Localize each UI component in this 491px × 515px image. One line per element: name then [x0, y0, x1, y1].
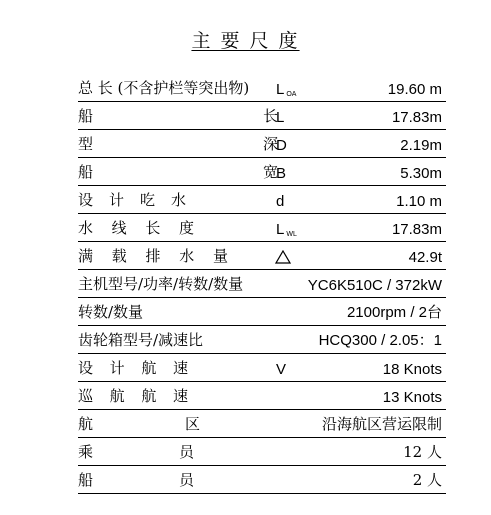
- spec-label-char: 员: [178, 471, 194, 489]
- spec-row-ship-length: [78, 105, 446, 130]
- spec-label-char: 区: [184, 415, 200, 433]
- spec-label-char: 航: [78, 415, 94, 433]
- spec-label-char: 长: [262, 107, 278, 125]
- spec-row-waterline-length: [78, 217, 446, 242]
- spec-label: 齿轮箱型号/减速比: [78, 331, 204, 349]
- spec-label: 转数/数量: [78, 303, 144, 321]
- spec-label-char: 船: [78, 471, 94, 489]
- spec-label-char: 宽: [262, 163, 278, 181]
- spec-value: YC6K510C / 372kW: [307, 277, 442, 294]
- page-title: [0, 26, 491, 53]
- spec-label: [78, 441, 194, 462]
- spec-label-char: 计: [109, 359, 125, 377]
- spec-row-navigation-area: [78, 413, 446, 438]
- spec-label-char: 水: [179, 247, 195, 265]
- spec-label-char: 水: [78, 219, 94, 237]
- spec-label-char: 水: [170, 191, 186, 209]
- spec-symbol: d: [276, 193, 285, 210]
- spec-row-cruise-speed: [78, 385, 446, 410]
- spec-symbol: B: [276, 165, 287, 182]
- spec-label-char: 速: [172, 387, 188, 405]
- spec-label-char: 深: [262, 135, 278, 153]
- spec-symbol-subscript: OA: [286, 91, 297, 98]
- spec-row-displacement: [78, 245, 446, 270]
- spec-value: 2.19m: [400, 137, 442, 154]
- spec-row-breadth: [78, 161, 446, 186]
- spec-row-rpm-quantity: [78, 301, 446, 326]
- spec-label: [78, 245, 228, 266]
- spec-label-char: 员: [178, 443, 194, 461]
- spec-value: 18 Knots: [382, 361, 442, 378]
- spec-value: HCQ300 / 2.05：1: [318, 332, 442, 349]
- spec-label: [78, 357, 188, 378]
- spec-value: 1.10 m: [396, 193, 442, 210]
- spec-row-design-speed: [78, 357, 446, 382]
- spec-label-char: 乘: [78, 443, 94, 461]
- spec-label: [78, 161, 278, 182]
- spec-value: 17.83m: [391, 109, 442, 126]
- spec-label-char: 吃: [139, 191, 155, 209]
- spec-value: 5.30m: [400, 165, 442, 182]
- spec-label-char: 满: [78, 247, 94, 265]
- spec-label: 总 长 (不含护栏等突出物): [78, 79, 250, 97]
- spec-label-char: 型: [78, 135, 94, 153]
- spec-label: [78, 217, 194, 238]
- spec-label: [78, 133, 278, 154]
- spec-row-main-engine: [78, 273, 446, 298]
- spec-label-char: 长: [145, 219, 161, 237]
- spec-value: 17.83m: [391, 221, 442, 238]
- spec-label-char: 线: [111, 219, 127, 237]
- spec-label: [78, 413, 200, 434]
- spec-label-char: 度: [178, 219, 194, 237]
- spec-label: [78, 105, 278, 126]
- spec-symbol: V: [276, 361, 287, 378]
- spec-symbol-subscript: WL: [286, 231, 297, 238]
- spec-value: 19.60 m: [387, 81, 442, 98]
- spec-label-char: 排: [145, 247, 161, 265]
- spec-label: [78, 189, 186, 210]
- spec-symbol: L: [276, 109, 285, 126]
- spec-row-design-draft: [78, 189, 446, 214]
- spec-label: [78, 469, 194, 490]
- spec-label-char: 计: [108, 191, 124, 209]
- spec-row-passengers: [78, 441, 446, 466]
- spec-value: 13 Knots: [382, 389, 442, 406]
- spec-row-depth: [78, 133, 446, 158]
- spec-row-crew: [78, 469, 446, 494]
- spec-value: 42.9t: [408, 249, 442, 266]
- spec-symbol: L $_{OA}$: [276, 81, 297, 98]
- spec-label-char: 速: [172, 359, 188, 377]
- page-title-text: 主 要 尺 度: [191, 30, 300, 52]
- spec-value: 2 人: [412, 471, 442, 489]
- spec-label-char: 设: [78, 191, 94, 209]
- spec-label-char: 巡: [78, 387, 94, 405]
- spec-label-char: 船: [78, 107, 94, 125]
- spec-row-overall-length: [78, 77, 446, 102]
- spec-label-char: 航: [109, 387, 125, 405]
- triangle-delta-icon: [275, 250, 291, 264]
- spec-symbol: D: [276, 137, 287, 154]
- spec-row-gearbox: [78, 329, 446, 354]
- spec-value: 沿海航区营运限制: [321, 415, 442, 433]
- spec-label-char: 量: [212, 247, 228, 265]
- spec-label-char: 载: [111, 247, 127, 265]
- spec-label: 主机型号/功率/转数/数量: [78, 275, 244, 293]
- spec-symbol: L $_{WL}$: [276, 221, 297, 238]
- spec-value: 12 人: [403, 443, 442, 461]
- spec-value: 2100rpm / 2台: [346, 304, 442, 321]
- spec-label: [78, 385, 188, 406]
- spec-label-char: 设: [78, 359, 94, 377]
- spec-label-char: 船: [78, 163, 94, 181]
- spec-label-char: 航: [141, 387, 157, 405]
- spec-label-char: 航: [141, 359, 157, 377]
